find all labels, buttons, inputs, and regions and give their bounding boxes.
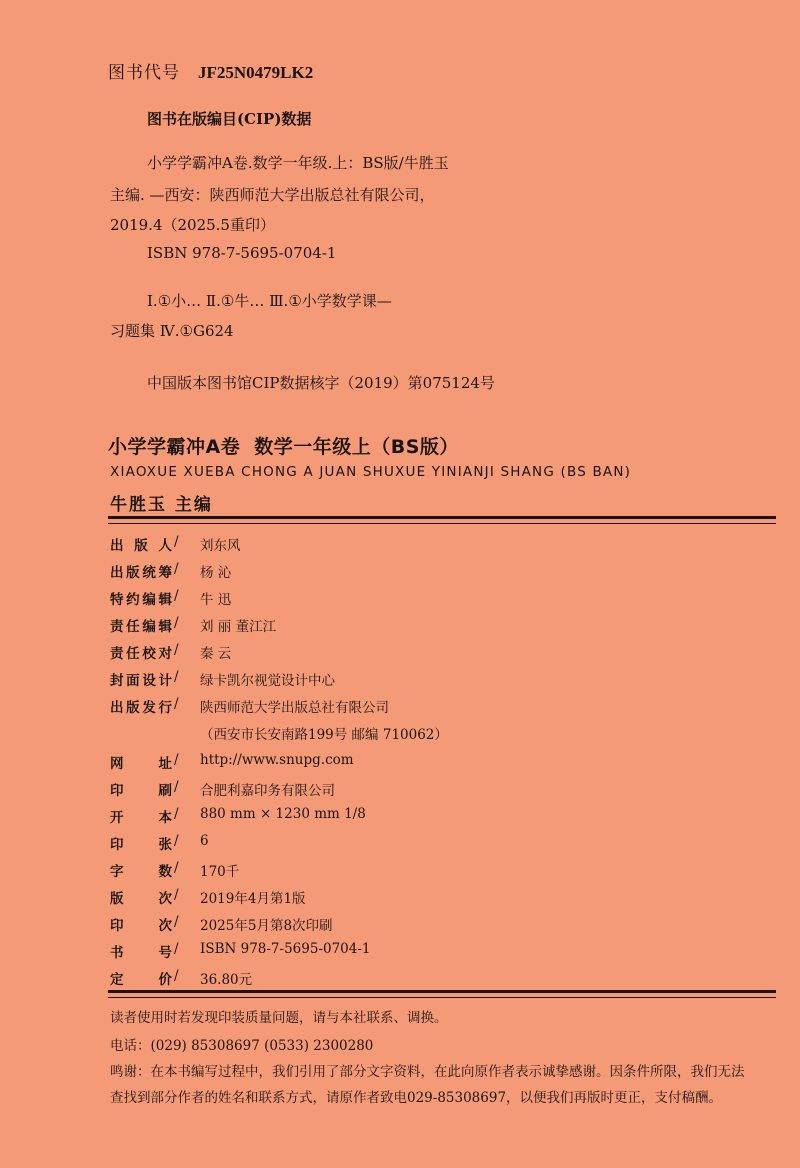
book-title bbox=[108, 432, 459, 459]
book-code-label: 图书代号 bbox=[108, 63, 180, 83]
contact-phone: 电话：(029) 85308697 (0533) 2300280 bbox=[110, 1038, 374, 1054]
credit-key: 责任校对 bbox=[110, 646, 172, 662]
credit-key: 责任编辑 bbox=[110, 619, 172, 635]
cip-line-2: 主编. —西安：陕西师范大学出版总社有限公司， bbox=[110, 186, 435, 204]
cip-isbn: ISBN 978-7-5695-0704-1 bbox=[147, 244, 337, 262]
book-code bbox=[108, 58, 313, 83]
cip-classification-1: Ⅰ.①小… Ⅱ.①牛… Ⅲ.①小学数学课— bbox=[147, 292, 392, 310]
credit-key: 印张 bbox=[110, 837, 172, 853]
credit-value: http://www.snupg.com bbox=[200, 752, 354, 768]
cip-line-3: 2019.4（2025.5重印） bbox=[110, 216, 275, 234]
divider-thin-top bbox=[108, 523, 776, 524]
credit-value: （西安市长安南路199号 邮编 710062） bbox=[200, 727, 448, 743]
credit-key: 字数 bbox=[110, 864, 172, 880]
credit-value: 170千 bbox=[200, 864, 240, 880]
credit-key: 网址 bbox=[110, 756, 172, 772]
book-editor: 牛胜玉 主编 bbox=[110, 495, 213, 515]
cip-classification-2: 习题集 Ⅳ.①G624 bbox=[110, 322, 234, 340]
credit-value: 秦 云 bbox=[200, 646, 232, 662]
credit-value: 合肥利嘉印务有限公司 bbox=[200, 783, 335, 799]
credit-value: 陕西师范大学出版总社有限公司 bbox=[200, 700, 389, 716]
credit-key: 定价 bbox=[110, 972, 172, 988]
credit-value: 牛 迅 bbox=[200, 592, 232, 608]
acknowledgement-line-2: 查找到部分作者的姓名和联系方式，请原作者致电029-85308697，以便我们再版时更正，支付稿酬。 bbox=[110, 1090, 723, 1106]
acknowledgement-line-1: 鸣谢：在本书编写过程中，我们引用了部分文字资料，在此向原作者表示诚挚感谢。因条件所限，我们无法 bbox=[110, 1064, 745, 1080]
divider-thick-bottom bbox=[108, 990, 776, 993]
cip-record-number: 中国版本图书馆CIP数据核字（2019）第075124号 bbox=[147, 374, 495, 392]
quality-notice: 读者使用时若发现印装质量问题，请与本社联系、调换。 bbox=[110, 1010, 448, 1026]
copyright-page: 图书代号 JF25N0479LK2 图书在版编目(CIP)数据 小学学霸冲A卷.数学一年级.上：BS版/牛胜玉 主编. —西安：陕西师范大学出版总社有限公司， 2019.4（2025.5重印） ISBN 978-7-5695-0704-1 Ⅰ.①小… Ⅱ.①牛… Ⅲ.①小学数学课— 习题集 Ⅳ.①G624 中国版本图书馆CIP数据核字（2019）第075124号 小学学霸冲A卷 数学一年级上（BS版） XIAOXUE XUEBA CHONG A JUAN SHUXUE YINIANJI SHANG (BS BAN) 牛胜玉 主编 出版人 / 刘东风 出版统筹 / 杨 沁 特约编辑 / 牛 迅 责任编辑 / 刘 丽 董江江 责任校对 / 秦 云 封面设计 / 绿卡凯尔视觉设计中心 出版发行 / 陕西师范大学出版总社有限公司 （西安市长安南路199号 邮编 710062） 网址 / http://www.snupg.com 印刷 / 合肥利嘉印务有限公司 开本 / 880 mm × 1230 mm 1/8 印张 / 6 字数 / 170千 版次 / 2019年4月第1版 印次 / 2025年5月第8次印刷 书号 / ISBN 978-7-5695-0704-1 定价 / 36.80元 读者使用时若发现印装质量问题，请与本社联系、调换。 电话：(029) 85308697 (0533) 2300280 鸣谢：在本书编写过程中，我们引用了部分文字资料，在此向原作者表示诚挚感谢。因条件所限，我们无法 查找到部分作者的姓名和联系方式，请原作者致电029-85308697，以便我们再版时更正，支付稿酬。 bbox=[0, 0, 800, 1168]
book-code-value: JF25N0479LK2 bbox=[198, 63, 314, 82]
cip-heading: 图书在版编目(CIP)数据 bbox=[147, 110, 312, 128]
credit-key: 出版统筹 bbox=[110, 565, 172, 581]
credit-key: 出版人 bbox=[110, 538, 172, 554]
credit-value: 2025年5月第8次印刷 bbox=[200, 918, 333, 934]
book-title-sub: 数学一年级上（BS版） bbox=[254, 436, 459, 458]
credit-value: 刘 丽 董江江 bbox=[200, 619, 277, 635]
credit-key: 封面设计 bbox=[110, 673, 172, 689]
credit-key: 印刷 bbox=[110, 783, 172, 799]
credit-key: 版次 bbox=[110, 891, 172, 907]
book-title-pinyin: XIAOXUE XUEBA CHONG A JUAN SHUXUE YINIANJI SHANG (BS BAN) bbox=[110, 464, 632, 480]
credit-value: 绿卡凯尔视觉设计中心 bbox=[200, 673, 335, 689]
divider-thin-bottom bbox=[108, 997, 776, 998]
credit-key: 开本 bbox=[110, 810, 172, 826]
credit-key: 书号 bbox=[110, 945, 172, 961]
credit-value: 杨 沁 bbox=[200, 565, 232, 581]
credit-value: ISBN 978-7-5695-0704-1 bbox=[200, 941, 371, 957]
credit-key: 特约编辑 bbox=[110, 592, 172, 608]
divider-thick-top bbox=[108, 516, 776, 519]
credit-value: 36.80元 bbox=[200, 972, 253, 988]
book-title-main: 小学学霸冲A卷 bbox=[108, 436, 241, 458]
credit-key: 出版发行 bbox=[110, 700, 172, 716]
credit-value: 刘东风 bbox=[200, 538, 241, 554]
credit-value: 6 bbox=[200, 833, 209, 849]
credit-value: 880 mm × 1230 mm 1/8 bbox=[200, 806, 366, 822]
cip-line-1: 小学学霸冲A卷.数学一年级.上：BS版/牛胜玉 bbox=[147, 154, 449, 172]
credit-value: 2019年4月第1版 bbox=[200, 891, 306, 907]
credit-key: 印次 bbox=[110, 918, 172, 934]
